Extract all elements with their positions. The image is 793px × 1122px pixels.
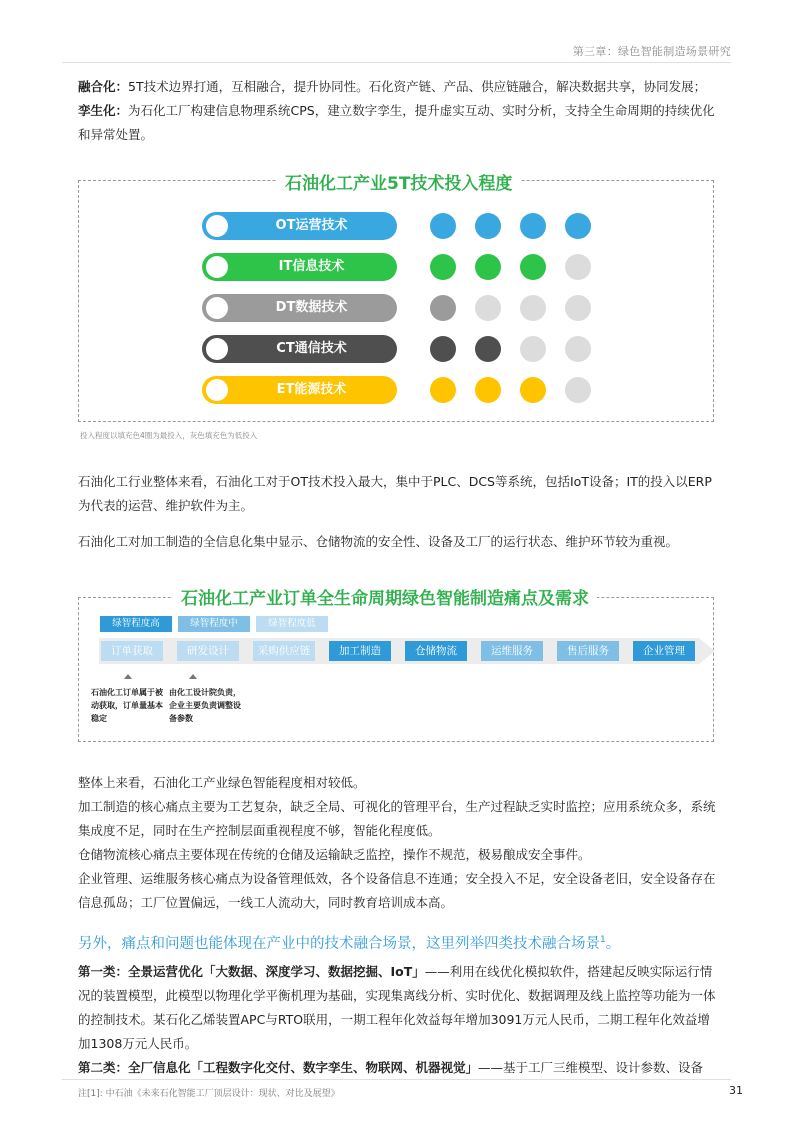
tech-label: DT数据技术 (275, 300, 348, 315)
scenario-2-text: ——基于工厂三维模型、设计参数、设备 (478, 1060, 704, 1075)
stage-box: 运维服务 (481, 641, 543, 661)
stage-box: 采购供应链 (253, 641, 315, 661)
investment-dot (475, 213, 501, 239)
investment-dot (475, 254, 501, 280)
scenario-1-text: ——利用在线优化模拟软件，搭建起反映实际运行情况的装置模型，此模型以物理化学平衡机理为基础，实现集离线分析、实时优化、数据调理及线上监控等功能为一体的控制技术。某石化乙烯装置APC与RTO联用，一期工程年化效益每年增加3091万元人民币，二期工程年化效益增加1308万元人民币。 (78, 964, 716, 1051)
toggle-knob-icon (206, 215, 228, 237)
fusion-text: 5T技术边界打通，互相融合，提升协同性。石化资产链、产品、供应链融合，解决数据共享，协同发展； (128, 79, 707, 94)
tech-label: IT信息技术 (278, 259, 345, 274)
highlight-text: 另外，痛点和问题也能体现在产业中的技术融合场景，这里列举四类技术融合场景 (78, 936, 600, 952)
investment-dot (520, 295, 546, 321)
tech-chart-note: 投入程度以填充色4圈为最投入，灰色填充色为低投入 (80, 431, 258, 440)
note-pointer-2 (189, 674, 197, 679)
investment-dot (430, 254, 456, 280)
tech-pill-3 (202, 294, 397, 322)
stage-box: 企业管理 (633, 641, 695, 661)
summary-line-4: 企业管理、运维服务核心痛点为设备管理低效，各个设备信息不连通；安全投入不足，安全设备老旧，安全设备存在信息孤岛；工厂位置偏远，一线工人流动大，同时教育培训成本高。 (78, 871, 716, 910)
investment-dot (475, 336, 501, 362)
summary-paragraph (78, 771, 718, 915)
intro-paragraph (78, 75, 718, 147)
level-tag: 绿智程度高 (100, 616, 172, 632)
tech-chart-title: 石油化工产业5T技术投入程度 (277, 169, 520, 194)
investment-dot (565, 295, 591, 321)
footnote: 注[1]: 中石油《未来石化智能工厂顶层设计：现状、对比及展望》 (78, 1089, 340, 1099)
investment-dot (520, 377, 546, 403)
tech-label: ET能源技术 (276, 382, 347, 397)
investment-dot (475, 377, 501, 403)
footer-divider (62, 1079, 731, 1080)
investment-dot (430, 377, 456, 403)
toggle-knob-icon (206, 256, 228, 278)
analysis-paragraph-1: 石油化工行业整体来看，石油化工对于OT技术投入最大，集中于PLC、DCS等系统，包括IoT设备；IT的投入以ERP为代表的运营、维护软件为主。 (78, 474, 712, 513)
investment-dot (565, 377, 591, 403)
stage-box: 加工制造 (329, 641, 391, 661)
tech-pill-1 (202, 212, 397, 240)
stage-box: 仓储物流 (405, 641, 467, 661)
scenario-paragraph (78, 960, 718, 1080)
investment-dot (520, 254, 546, 280)
stage-box: 售后服务 (557, 641, 619, 661)
investment-dot (430, 213, 456, 239)
investment-dot (565, 336, 591, 362)
stage-note-order: 石油化工订单属于被动获取，订单量基本稳定 (91, 688, 163, 723)
level-tag: 绿智程度中 (178, 616, 250, 632)
toggle-knob-icon (206, 297, 228, 319)
investment-dot (565, 254, 591, 280)
highlight-end: 。 (605, 936, 621, 952)
pain-point-chart (78, 589, 714, 742)
investment-dot (520, 336, 546, 362)
scenario-2-label: 第二类：全厂信息化「工程数字化交付、数字孪生、物联网、机器视觉」 (78, 1060, 479, 1075)
header-divider (62, 62, 731, 63)
tech-investment-chart (78, 174, 714, 422)
summary-line-2: 加工制造的核心痛点主要为工艺复杂，缺乏全局、可视化的管理平台，生产过程缺乏实时监控；应用系统众多，系统集成度不足，同时在生产控制层面重视程度不够，智能化程度低。 (78, 799, 716, 838)
level-tag: 绿智程度低 (256, 616, 328, 632)
scenario-1-label: 第一类：全景运营优化「大数据、深度学习、数据挖掘、IoT」 (78, 964, 425, 979)
investment-dot (430, 295, 456, 321)
lifecycle-arrow (699, 638, 715, 664)
investment-dot (475, 295, 501, 321)
stage-box: 研发设计 (177, 641, 239, 661)
investment-dot (520, 213, 546, 239)
summary-line-1: 整体上来看，石油化工产业绿色智能程度相对较低。 (78, 775, 366, 790)
analysis-paragraph-2: 石油化工对加工制造的全信息化集中显示、仓储物流的安全性、设备及工厂的运行状态、维护环节较为重视。 (78, 534, 679, 549)
toggle-knob-icon (206, 338, 228, 360)
twin-label: 孪生化： (78, 103, 129, 118)
stage-box: 订单获取 (101, 641, 163, 661)
stage-note-design: 由化工设计院负责，企业主要负责调整设备参数 (169, 688, 241, 723)
pain-chart-title: 石油化工产业订单全生命周期绿色智能制造痛点及需求 (173, 584, 597, 609)
investment-dot (565, 213, 591, 239)
chapter-header: 第三章：绿色智能制造场景研究 (572, 45, 731, 58)
summary-line-3: 仓储物流核心痛点主要体现在传统的仓储及运输缺乏监控，操作不规范，极易酿成安全事件。 (78, 847, 591, 862)
note-pointer-1 (124, 674, 132, 679)
tech-pill-2 (202, 253, 397, 281)
tech-pill-4 (202, 335, 397, 363)
tech-pill-5 (202, 376, 397, 404)
toggle-knob-icon (206, 379, 228, 401)
investment-dot (430, 336, 456, 362)
tech-label: CT通信技术 (276, 341, 347, 356)
page-number: 31 (729, 1084, 743, 1097)
twin-text: 为石化工厂构建信息物理系统CPS，建立数字孪生，提升虚实互动、实时分析，支持全生命周期的持续优化和异常处置。 (78, 103, 715, 142)
highlight-sentence (78, 932, 620, 953)
fusion-label: 融合化： (78, 79, 129, 94)
footnote-ref: 1 (600, 935, 606, 946)
tech-label: OT运营技术 (275, 218, 348, 233)
